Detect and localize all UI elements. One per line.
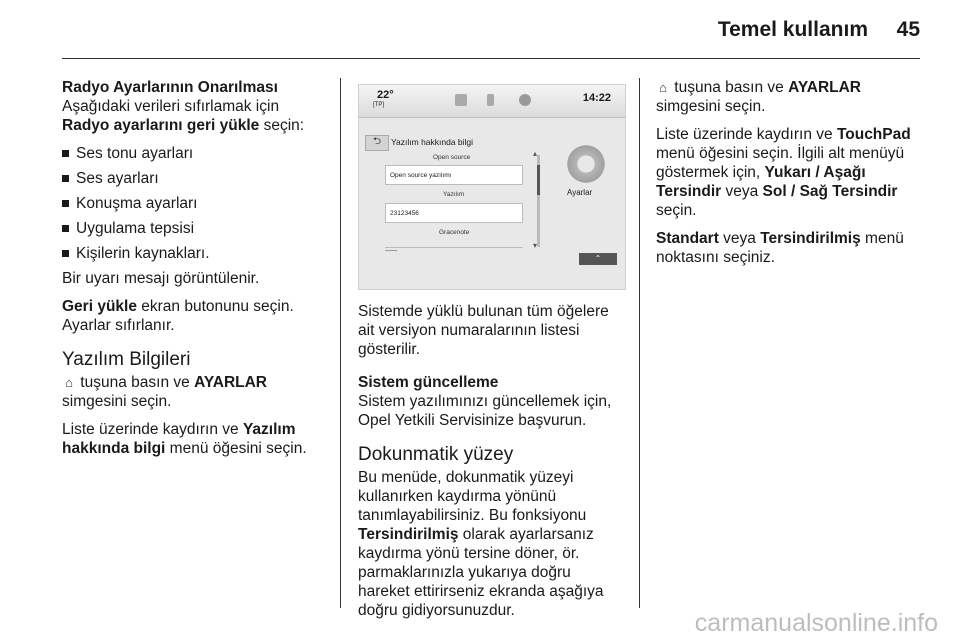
step-2-pre: Liste üzerinde kaydırın ve <box>656 126 837 143</box>
reset-command-tail: seçin: <box>259 117 305 134</box>
column-1 <box>62 78 324 467</box>
step-3-mid: veya <box>718 230 761 247</box>
list-item: Ses tonu ayarları <box>62 144 324 163</box>
software-step-1-pre: tuşuna basın ve <box>76 374 195 391</box>
list-item: Ses ayarları <box>62 169 324 188</box>
gracenote-field: ------ <box>385 247 523 256</box>
reset-intro: Aşağıdaki verileri sıfırlamak için <box>62 98 280 115</box>
touchpad-text-2: olarak ayarlarsanız kaydırma yönü tersine döner, ör. parmaklarınızla yukarıya doğru hareket ettirirseniz ekranda aşağıya doğru gidiyorsunuzdur. <box>358 526 604 619</box>
software-step-1 <box>62 373 324 411</box>
settings-label: AYARLAR <box>194 374 267 391</box>
reset-heading: Radyo Ayarlarının Onarılması <box>62 79 278 96</box>
chevron-up-icon: ⌃ <box>579 253 617 265</box>
settings-label: AYARLAR <box>788 79 861 96</box>
list-item: Konuşma ayarları <box>62 194 324 213</box>
software-info-heading: Yazılım Bilgileri <box>62 349 191 370</box>
reset-bullet-list <box>62 144 324 263</box>
scroll-down-icon: ▾ <box>533 241 538 250</box>
back-icon: ⮌ <box>365 135 389 151</box>
restore-paragraph <box>62 297 324 335</box>
reset-section <box>62 78 324 135</box>
column-rule-1 <box>340 78 341 608</box>
step-2-mid2: veya <box>721 183 763 200</box>
touchpad-description <box>358 468 624 620</box>
software-label: Yazılım <box>443 191 465 198</box>
media-icon <box>519 94 531 106</box>
column-rule-2 <box>639 78 640 608</box>
software-step-2 <box>62 420 324 458</box>
inverted-option: Tersindirilmiş <box>760 230 861 247</box>
clock-readout: 14:22 <box>582 92 611 104</box>
settings-gear-icon <box>565 143 607 185</box>
software-step-2-pre: Liste üzerinde kaydırın ve <box>62 421 243 438</box>
page-number: 45 <box>896 18 920 41</box>
touchpad-menu-name: TouchPad <box>836 126 911 143</box>
list-item: Uygulama tepsisi <box>62 219 324 238</box>
step-1-pre: tuşuna basın ve <box>670 79 789 96</box>
list-item: Kişilerin kaynakları. <box>62 244 324 263</box>
system-update-text: Sistem yazılımınızı güncellemek için, Opel Yetkili Servisinize başvurun. <box>358 393 612 429</box>
open-source-field: Open source yazılımı <box>385 165 523 185</box>
phone-icon <box>487 94 494 106</box>
settings-icon-label: Ayarlar <box>567 188 593 197</box>
system-update-section <box>358 373 624 430</box>
home-icon: ⌂ <box>659 80 667 95</box>
figure-caption: Sistemde yüklü bulunan tüm öğelere ait versiyon numaralarının listesi gösterilir. <box>358 303 609 358</box>
warning-text: Bir uyarı mesajı görüntülenir. <box>62 270 260 287</box>
restore-button-name: Geri yükle <box>62 298 137 315</box>
step-2-mid: menü öğesini seçin. İlgili alt menüyü göstermek için, <box>656 145 905 181</box>
home-icon: ⌂ <box>65 375 73 390</box>
invert-left-right-option: Sol / Sağ Tersindir <box>762 183 898 200</box>
scroll-up-icon: ▴ <box>533 149 538 158</box>
touchpad-step-1 <box>656 78 926 116</box>
invert-up-down-option: Yukarı / Aşağı Tersindir <box>656 164 866 200</box>
navigation-icon <box>455 94 467 106</box>
touchpad-text-1: Bu menüde, dokunmatik yüzeyi kullanırken kaydırma yönünü tanımlayabilirsiniz. Bu fonksiyonu <box>358 469 587 524</box>
inverted-term: Tersindirilmiş <box>358 526 459 543</box>
step-1-post: simgesini seçin. <box>656 98 766 115</box>
software-step-2-post: menü öğesini seçin. <box>165 440 307 457</box>
tip-indicator: [TP] <box>373 102 385 108</box>
watermark: carmanualsonline.info <box>694 609 938 637</box>
touchpad-heading: Dokunmatik yüzey <box>358 444 514 465</box>
screen-menu-title: Yazılım hakkında bilgi <box>391 137 474 147</box>
scrollbar-thumb <box>537 165 540 195</box>
system-update-heading: Sistem güncelleme <box>358 374 499 391</box>
step-2-post: seçin. <box>656 202 697 219</box>
touchpad-step-2 <box>656 125 926 220</box>
touchpad-step-3 <box>656 229 926 267</box>
temperature-readout: 22° <box>377 89 394 101</box>
column-2 <box>358 302 624 629</box>
standard-option: Standart <box>656 230 719 247</box>
step-3-post: menü noktasını seçiniz. <box>656 230 904 266</box>
column-3 <box>656 78 926 276</box>
reset-command: Radyo ayarlarını geri yükle <box>62 117 260 134</box>
open-source-label: Open source <box>433 154 471 161</box>
software-step-1-post: simgesini seçin. <box>62 393 172 410</box>
screen-top-bar <box>359 85 625 118</box>
header-rule <box>62 58 920 59</box>
page-header-title: Temel kullanım <box>717 18 868 41</box>
software-version-field: 23123456 <box>385 203 523 223</box>
restore-tail: ekran butonunu seçin. Ayarlar sıfırlanır. <box>62 298 294 334</box>
infotainment-screenshot <box>358 84 626 290</box>
software-info-menu-name: Yazılım hakkında bilgi <box>62 421 296 457</box>
gracenote-label: Gracenote <box>439 229 470 236</box>
